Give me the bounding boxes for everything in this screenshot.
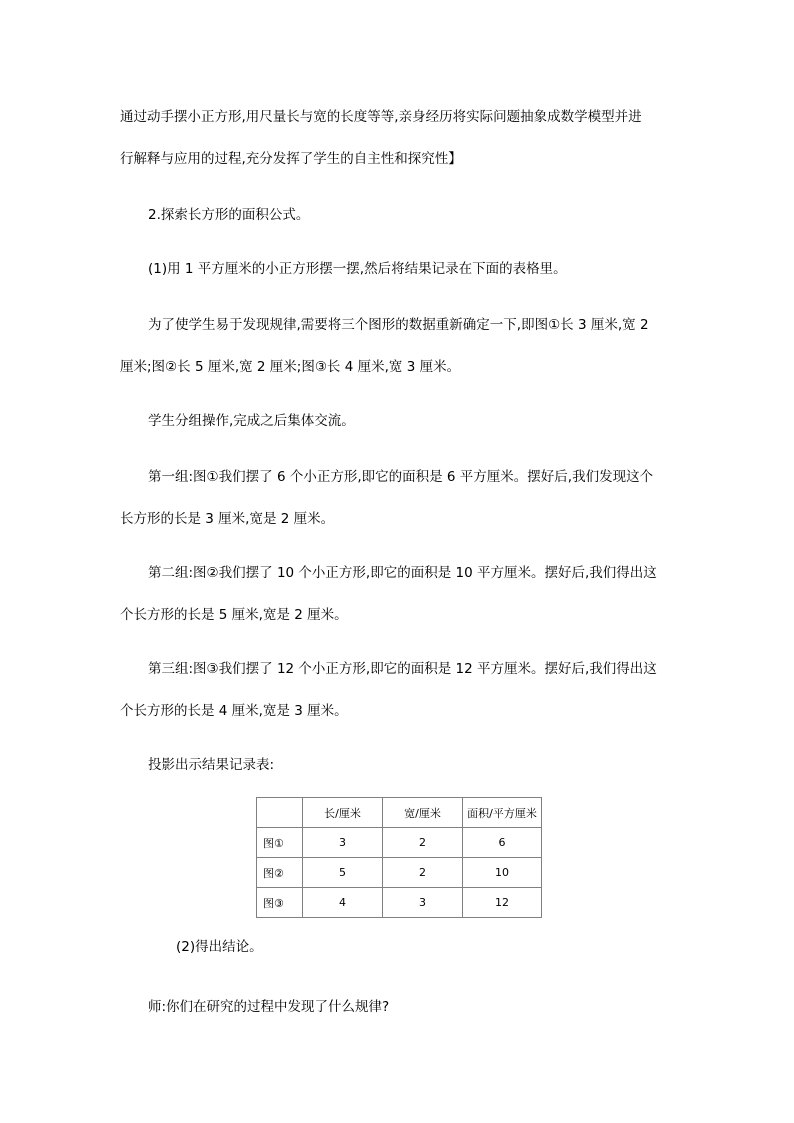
table-header-cell — [257, 798, 303, 828]
teacher-question: 师:你们在研究的过程中发现了什么规律? — [148, 999, 390, 1015]
section-title: 2.探索长方形的面积公式。 — [148, 207, 310, 223]
design-line-1: 为了使学生易于发现规律,需要将三个图形的数据重新确定一下,即图①长 3 厘米,宽 2 — [148, 317, 649, 333]
projection-text: 投影出示结果记录表: — [148, 757, 275, 773]
table-cell: 2 — [383, 858, 463, 888]
step-1-text: (1)用 1 平方厘米的小正方形摆一摆,然后将结果记录在下面的表格里。 — [148, 261, 567, 277]
design-line-2: 厘米;图②长 5 厘米,宽 2 厘米;图③长 4 厘米,宽 3 厘米。 — [120, 359, 461, 375]
table-cell: 5 — [303, 858, 383, 888]
table-header-cell: 长/厘米 — [303, 798, 383, 828]
step-2-text: (2)得出结论。 — [176, 939, 263, 955]
group-1-line-1: 第一组:图①我们摆了 6 个小正方形,即它的面积是 6 平方厘米。摆好后,我们发现这个 — [148, 469, 654, 485]
table-cell: 3 — [303, 828, 383, 858]
table-cell: 10 — [463, 858, 542, 888]
table-header-cell: 宽/厘米 — [383, 798, 463, 828]
intro-line-2: 行解释与应用的过程,充分发挥了学生的自主性和探究性】 — [120, 151, 462, 167]
table-row-label: 图② — [257, 858, 303, 888]
table-cell: 2 — [383, 828, 463, 858]
group-1-line-2: 长方形的长是 3 厘米,宽是 2 厘米。 — [120, 511, 335, 527]
group-3-line-1: 第三组:图③我们摆了 12 个小正方形,即它的面积是 12 平方厘米。摆好后,我们得出这 — [148, 661, 657, 677]
result-record-table — [256, 797, 542, 918]
table-header-row — [257, 798, 542, 828]
table-row — [257, 858, 542, 888]
table-row-label: 图① — [257, 828, 303, 858]
group-3-line-2: 个长方形的长是 4 厘米,宽是 3 厘米。 — [120, 703, 348, 719]
group-work-text: 学生分组操作,完成之后集体交流。 — [148, 413, 355, 429]
table-cell: 3 — [383, 888, 463, 918]
table-cell: 12 — [463, 888, 542, 918]
intro-line-1: 通过动手摆小正方形,用尺量长与宽的长度等等,亲身经历将实际问题抽象成数学模型并进 — [120, 109, 642, 125]
table-row — [257, 888, 542, 918]
table-row-label: 图③ — [257, 888, 303, 918]
table-row — [257, 828, 542, 858]
table-cell: 6 — [463, 828, 542, 858]
group-2-line-2: 个长方形的长是 5 厘米,宽是 2 厘米。 — [120, 607, 348, 623]
group-2-line-1: 第二组:图②我们摆了 10 个小正方形,即它的面积是 10 平方厘米。摆好后,我们得出这 — [148, 565, 657, 581]
table-header-cell: 面积/平方厘米 — [463, 798, 542, 828]
table-cell: 4 — [303, 888, 383, 918]
